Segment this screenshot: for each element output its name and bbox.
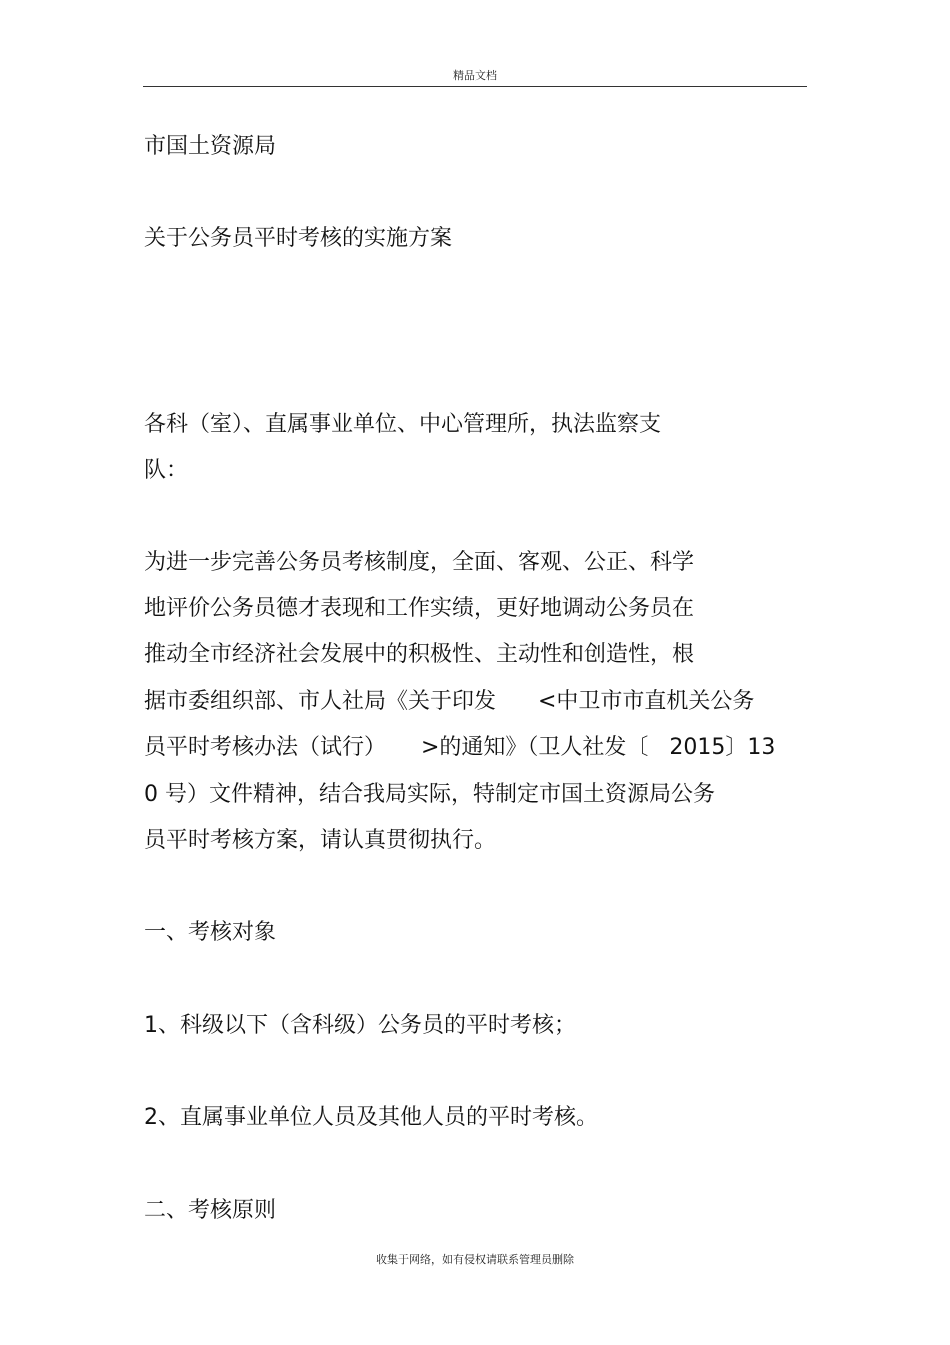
intro-line: 据市委组织部、市人社局《关于印发 <中卫市市直机关公务 bbox=[144, 689, 755, 714]
section-heading: 二、考核原则 bbox=[144, 1198, 277, 1223]
intro-line: 员平时考核办法（试行） >的通知》（卫人社发〔 2015〕13 bbox=[144, 735, 776, 760]
section-heading: 一、考核对象 bbox=[144, 920, 277, 945]
intro-line: 员平时考核方案，请认真贯彻执行。 bbox=[144, 828, 497, 853]
page-header: 精品文档 bbox=[453, 69, 497, 82]
addressee-line: 各科（室）、直属事业单位、中心管理所，执法监察支 bbox=[144, 412, 662, 437]
intro-line: 0 号）文件精神，结合我局实际，特制定市国土资源局公务 bbox=[144, 782, 715, 807]
header-divider bbox=[143, 86, 807, 87]
intro-line: 为进一步完善公务员考核制度，全面、客观、公正、科学 bbox=[144, 550, 695, 575]
list-item: 2、直属事业单位人员及其他人员的平时考核。 bbox=[144, 1105, 598, 1130]
intro-line: 推动全市经济社会发展中的积极性、主动性和创造性，根 bbox=[144, 642, 695, 667]
addressee-line: 队： bbox=[144, 458, 189, 483]
list-item: 1、科级以下（含科级）公务员的平时考核； bbox=[144, 1013, 576, 1038]
intro-line: 地评价公务员德才表现和工作实绩，更好地调动公务员在 bbox=[144, 596, 695, 621]
doc-title: 关于公务员平时考核的实施方案 bbox=[144, 226, 453, 251]
org-name: 市国土资源局 bbox=[144, 134, 277, 159]
page-footer: 收集于网络，如有侵权请联系管理员删除 bbox=[376, 1253, 574, 1266]
